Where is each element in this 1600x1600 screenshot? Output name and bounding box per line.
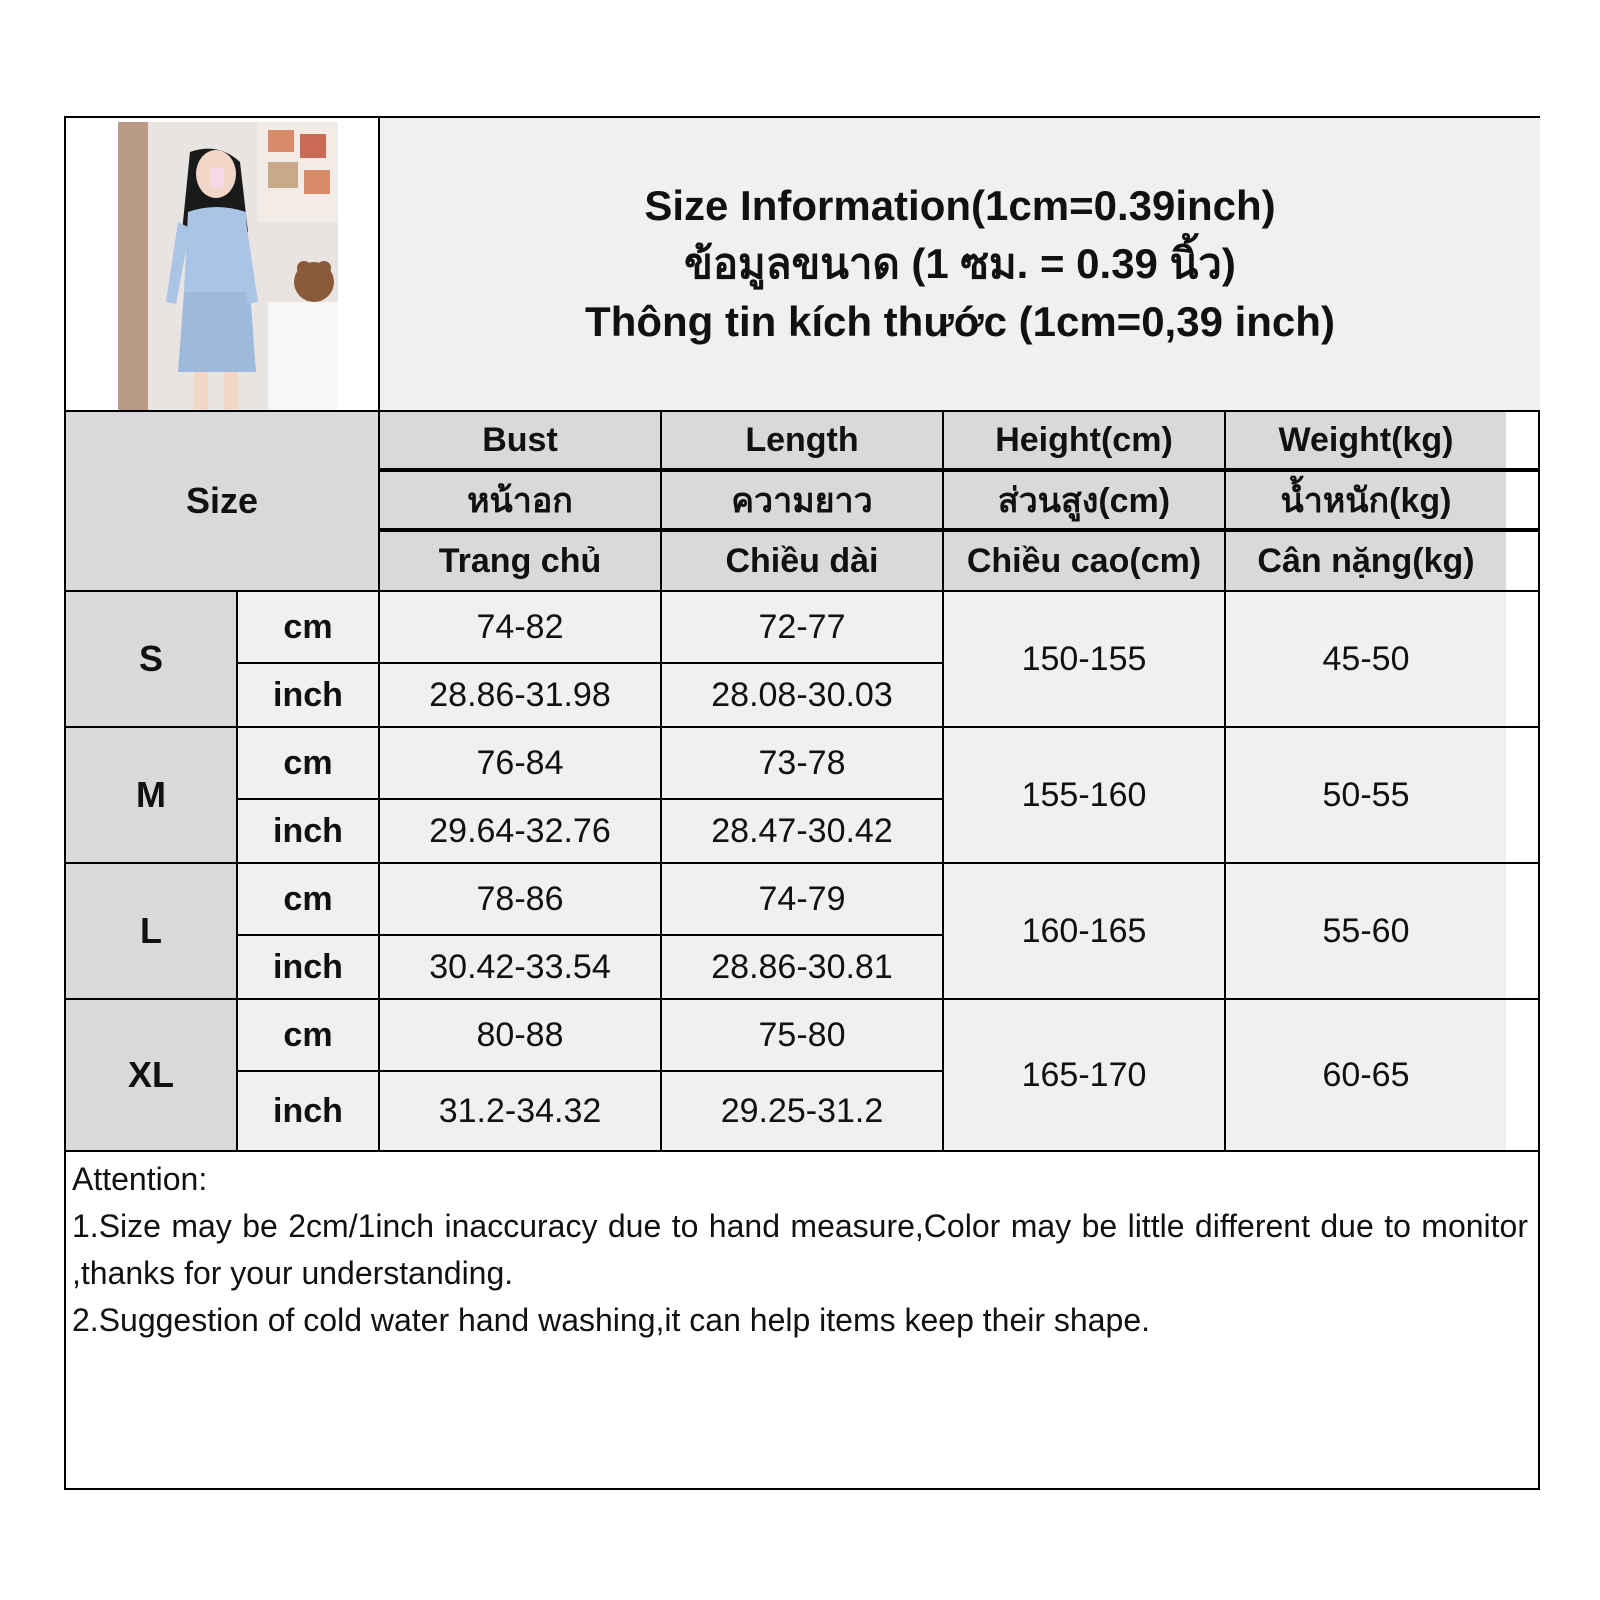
bust-inch-xl: 31.2-34.32 (380, 1072, 660, 1150)
bust-inch-l: 30.42-33.54 (380, 936, 660, 998)
size-label-xl: XL (66, 1000, 236, 1150)
header-length-vi: Chiều dài (662, 532, 942, 590)
unit-inch-xl: inch (238, 1072, 378, 1150)
header-length-en: Length (662, 412, 942, 468)
title-line-vietnamese: Thông tin kích thước (1cm=0,39 inch) (585, 298, 1335, 345)
unit-cm-l: cm (238, 864, 378, 934)
header-height-th: ส่วนสูง(cm) (944, 472, 1224, 528)
title-line-thai: ข้อมูลขนาด (1 ซม. = 0.39 นิ้ว) (684, 240, 1236, 287)
unit-inch-s: inch (238, 664, 378, 726)
header-bust-th: หน้าอก (380, 472, 660, 528)
grid-line (66, 998, 1540, 1000)
length-inch-l: 28.86-30.81 (662, 936, 942, 998)
bust-inch-m: 29.64-32.76 (380, 800, 660, 862)
unit-cm-xl: cm (238, 1000, 378, 1070)
grid-line (660, 412, 662, 1150)
unit-inch-m: inch (238, 800, 378, 862)
grid-line (380, 468, 1540, 472)
length-inch-m: 28.47-30.42 (662, 800, 942, 862)
height-xl: 165-170 (944, 1000, 1224, 1150)
bust-cm-l: 78-86 (380, 864, 660, 934)
bust-inch-s: 28.86-31.98 (380, 664, 660, 726)
header-bust-vi: Trang chủ (380, 532, 660, 590)
header-weight-th: น้ำหนัก(kg) (1226, 472, 1506, 528)
header-bust-en: Bust (380, 412, 660, 468)
length-inch-xl: 29.25-31.2 (662, 1072, 942, 1150)
header-weight-en: Weight(kg) (1226, 412, 1506, 468)
product-photo (118, 122, 338, 412)
header-height-en: Height(cm) (944, 412, 1224, 468)
unit-inch-l: inch (238, 936, 378, 998)
grid-line (66, 590, 1540, 592)
grid-line (378, 118, 380, 1150)
grid-line (66, 1150, 1540, 1152)
length-cm-s: 72-77 (662, 592, 942, 662)
length-inch-s: 28.08-30.03 (662, 664, 942, 726)
notes-heading: Attention: (72, 1161, 208, 1197)
size-label-s: S (66, 592, 236, 726)
grid-line (380, 528, 1540, 532)
grid-line (238, 1070, 942, 1072)
header-height-vi: Chiều cao(cm) (944, 532, 1224, 590)
weight-l: 55-60 (1226, 864, 1506, 998)
note-2: 2.Suggestion of cold water hand washing,it can help items keep their shape. (72, 1302, 1150, 1338)
grid-line (238, 798, 942, 800)
unit-cm-s: cm (238, 592, 378, 662)
grid-line (66, 862, 1540, 864)
grid-line (238, 662, 942, 664)
size-label-m: M (66, 728, 236, 862)
weight-m: 50-55 (1226, 728, 1506, 862)
grid-line (942, 412, 944, 1150)
grid-line (238, 934, 942, 936)
header-size: Size (66, 412, 378, 590)
title-cell (380, 118, 1540, 410)
bust-cm-m: 76-84 (380, 728, 660, 798)
unit-cm-m: cm (238, 728, 378, 798)
height-m: 155-160 (944, 728, 1224, 862)
size-label-l: L (66, 864, 236, 998)
grid-line (66, 726, 1540, 728)
grid-line (236, 592, 238, 1150)
title-line-english: Size Information(1cm=0.39inch) (644, 182, 1276, 229)
bust-cm-xl: 80-88 (380, 1000, 660, 1070)
bust-cm-s: 74-82 (380, 592, 660, 662)
height-s: 150-155 (944, 592, 1224, 726)
header-weight-vi: Cân nặng(kg) (1226, 532, 1506, 590)
weight-s: 45-50 (1226, 592, 1506, 726)
weight-xl: 60-65 (1226, 1000, 1506, 1150)
size-chart (64, 116, 1540, 1490)
height-l: 160-165 (944, 864, 1224, 998)
length-cm-l: 74-79 (662, 864, 942, 934)
attention-notes (72, 1156, 1528, 1344)
length-cm-xl: 75-80 (662, 1000, 942, 1070)
header-length-th: ความยาว (662, 472, 942, 528)
note-1: 1.Size may be 2cm/1inch inaccuracy due to hand measure,Color may be little different due to monitor ,thanks for your understanding. (72, 1208, 1528, 1291)
grid-line (1224, 412, 1226, 1150)
length-cm-m: 73-78 (662, 728, 942, 798)
product-photo-icon (118, 122, 338, 412)
grid-line (66, 410, 1540, 412)
